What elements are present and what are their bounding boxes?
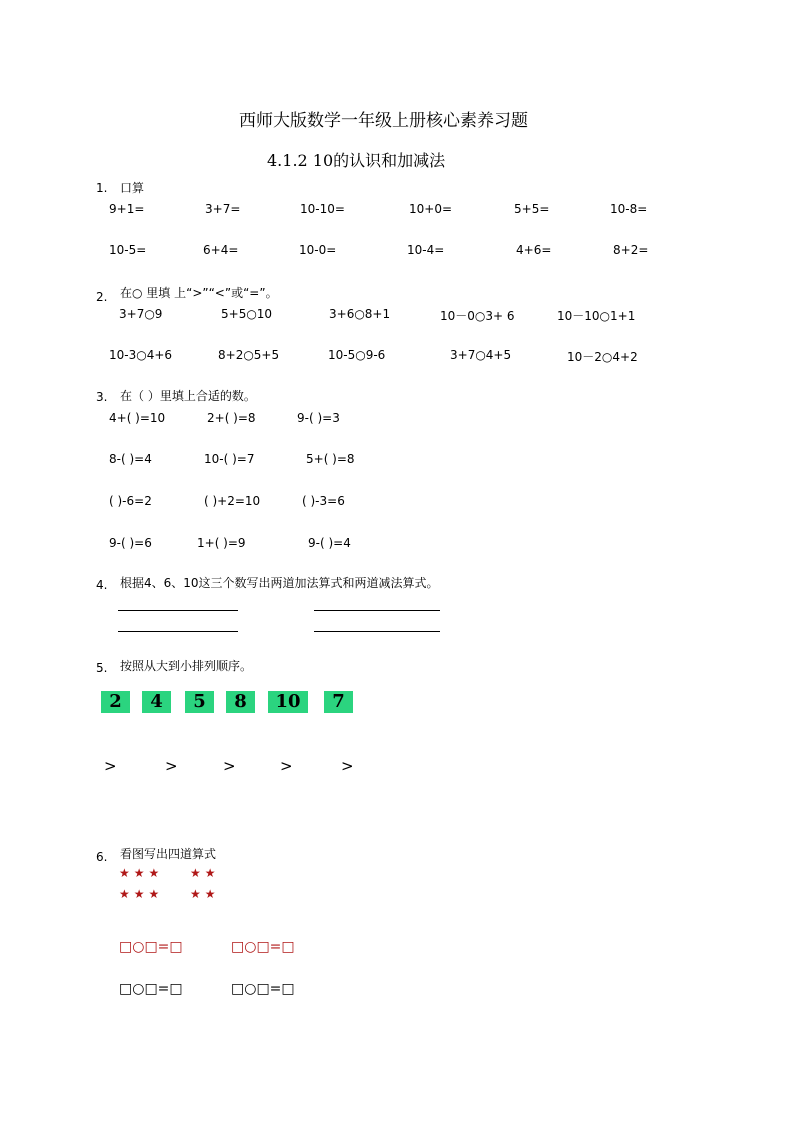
q2-r1-item: 3+7○9: [119, 307, 163, 321]
q3-r3-item: ( )-3=6: [302, 494, 345, 508]
greater-than-sign: >: [165, 757, 178, 775]
q3-r4-item: 9-( )=6: [109, 536, 152, 550]
star-icon-group: ★★: [190, 887, 220, 901]
q1-number: 1.: [96, 181, 108, 195]
number-card: 10: [268, 691, 308, 713]
answer-line[interactable]: [314, 610, 440, 611]
q3-prompt: 在（ ）里填上合适的数。: [120, 389, 256, 403]
q1-r2-item: 6+4=: [203, 243, 239, 257]
q2-r1-item: 3+6○8+1: [329, 307, 391, 321]
q3-number: 3.: [96, 390, 108, 404]
q2-r2-item: 10-3○4+6: [109, 348, 173, 362]
q6-prompt: 看图写出四道算式: [120, 847, 217, 861]
star-icon-group: ★★★: [119, 887, 164, 901]
q2-number: 2.: [96, 290, 108, 304]
q3-r3-item: ( )+2=10: [204, 494, 261, 508]
q1-r2-item: 4+6=: [516, 243, 552, 257]
star-icon-group: ★★★: [119, 866, 164, 880]
q5-number: 5.: [96, 661, 108, 675]
number-card: 2: [101, 691, 130, 713]
number-card: 7: [324, 691, 353, 713]
q1-r1-item: 10+0=: [409, 202, 453, 216]
q3-r3-item: ( )-6=2: [109, 494, 152, 508]
q2-r2-item: 8+2○5+5: [218, 348, 280, 362]
q2-r2-item: 10-5○9-6: [328, 348, 386, 362]
equation-blank[interactable]: □○□=□: [119, 981, 183, 997]
q2-r2-item: 3+7○4+5: [450, 348, 512, 362]
q3-r1-item: 4+( )=10: [109, 411, 166, 425]
equation-blank[interactable]: □○□=□: [231, 939, 295, 955]
q1-r2-item: 10-5=: [109, 243, 147, 257]
greater-than-sign: >: [341, 757, 354, 775]
q3-r2-item: 8-( )=4: [109, 452, 152, 466]
q2-prompt: 在○ 里填 上“>”“<”或“=”。: [120, 286, 278, 300]
equation-blank[interactable]: □○□=□: [231, 981, 295, 997]
q3-r1-item: 2+( )=8: [207, 411, 256, 425]
equation-blank[interactable]: □○□=□: [119, 939, 183, 955]
greater-than-sign: >: [223, 757, 236, 775]
greater-than-sign: >: [280, 757, 293, 775]
number-card: 4: [142, 691, 171, 713]
q1-r1-item: 10-8=: [610, 202, 648, 216]
q5-prompt: 按照从大到小排列顺序。: [120, 659, 253, 673]
answer-line[interactable]: [314, 631, 440, 632]
number-card: 5: [185, 691, 214, 713]
star-icon-group: ★★: [190, 866, 220, 880]
q1-r2-item: 10-0=: [299, 243, 337, 257]
q2-r2-item: 10－2○4+2: [567, 350, 638, 364]
q1-r1-item: 10-10=: [300, 202, 345, 216]
q3-r2-item: 10-( )=7: [204, 452, 255, 466]
page-subtitle: 4.1.2 10的认识和加减法: [267, 151, 446, 170]
q1-r1-item: 9+1=: [109, 202, 145, 216]
answer-line[interactable]: [118, 610, 238, 611]
q3-r1-item: 9-( )=3: [297, 411, 340, 425]
q1-r1-item: 3+7=: [205, 202, 241, 216]
q4-prompt: 根据4、6、10这三个数写出两道加法算式和两道减法算式。: [120, 576, 439, 590]
q2-r1-item: 10－10○1+1: [557, 309, 636, 323]
q1-r2-item: 8+2=: [613, 243, 649, 257]
q2-r1-item: 5+5○10: [221, 307, 273, 321]
page-title: 西师大版数学一年级上册核心素养习题: [239, 111, 528, 131]
q6-number: 6.: [96, 850, 108, 864]
q1-r1-item: 5+5=: [514, 202, 550, 216]
q4-number: 4.: [96, 578, 108, 592]
q3-r4-item: 1+( )=9: [197, 536, 246, 550]
greater-than-sign: >: [104, 757, 117, 775]
number-card: 8: [226, 691, 255, 713]
q1-prompt: 口算: [120, 181, 145, 195]
answer-line[interactable]: [118, 631, 238, 632]
q1-r2-item: 10-4=: [407, 243, 445, 257]
q3-r2-item: 5+( )=8: [306, 452, 355, 466]
q2-r1-item: 10－0○3+ 6: [440, 309, 515, 323]
q3-r4-item: 9-( )=4: [308, 536, 351, 550]
